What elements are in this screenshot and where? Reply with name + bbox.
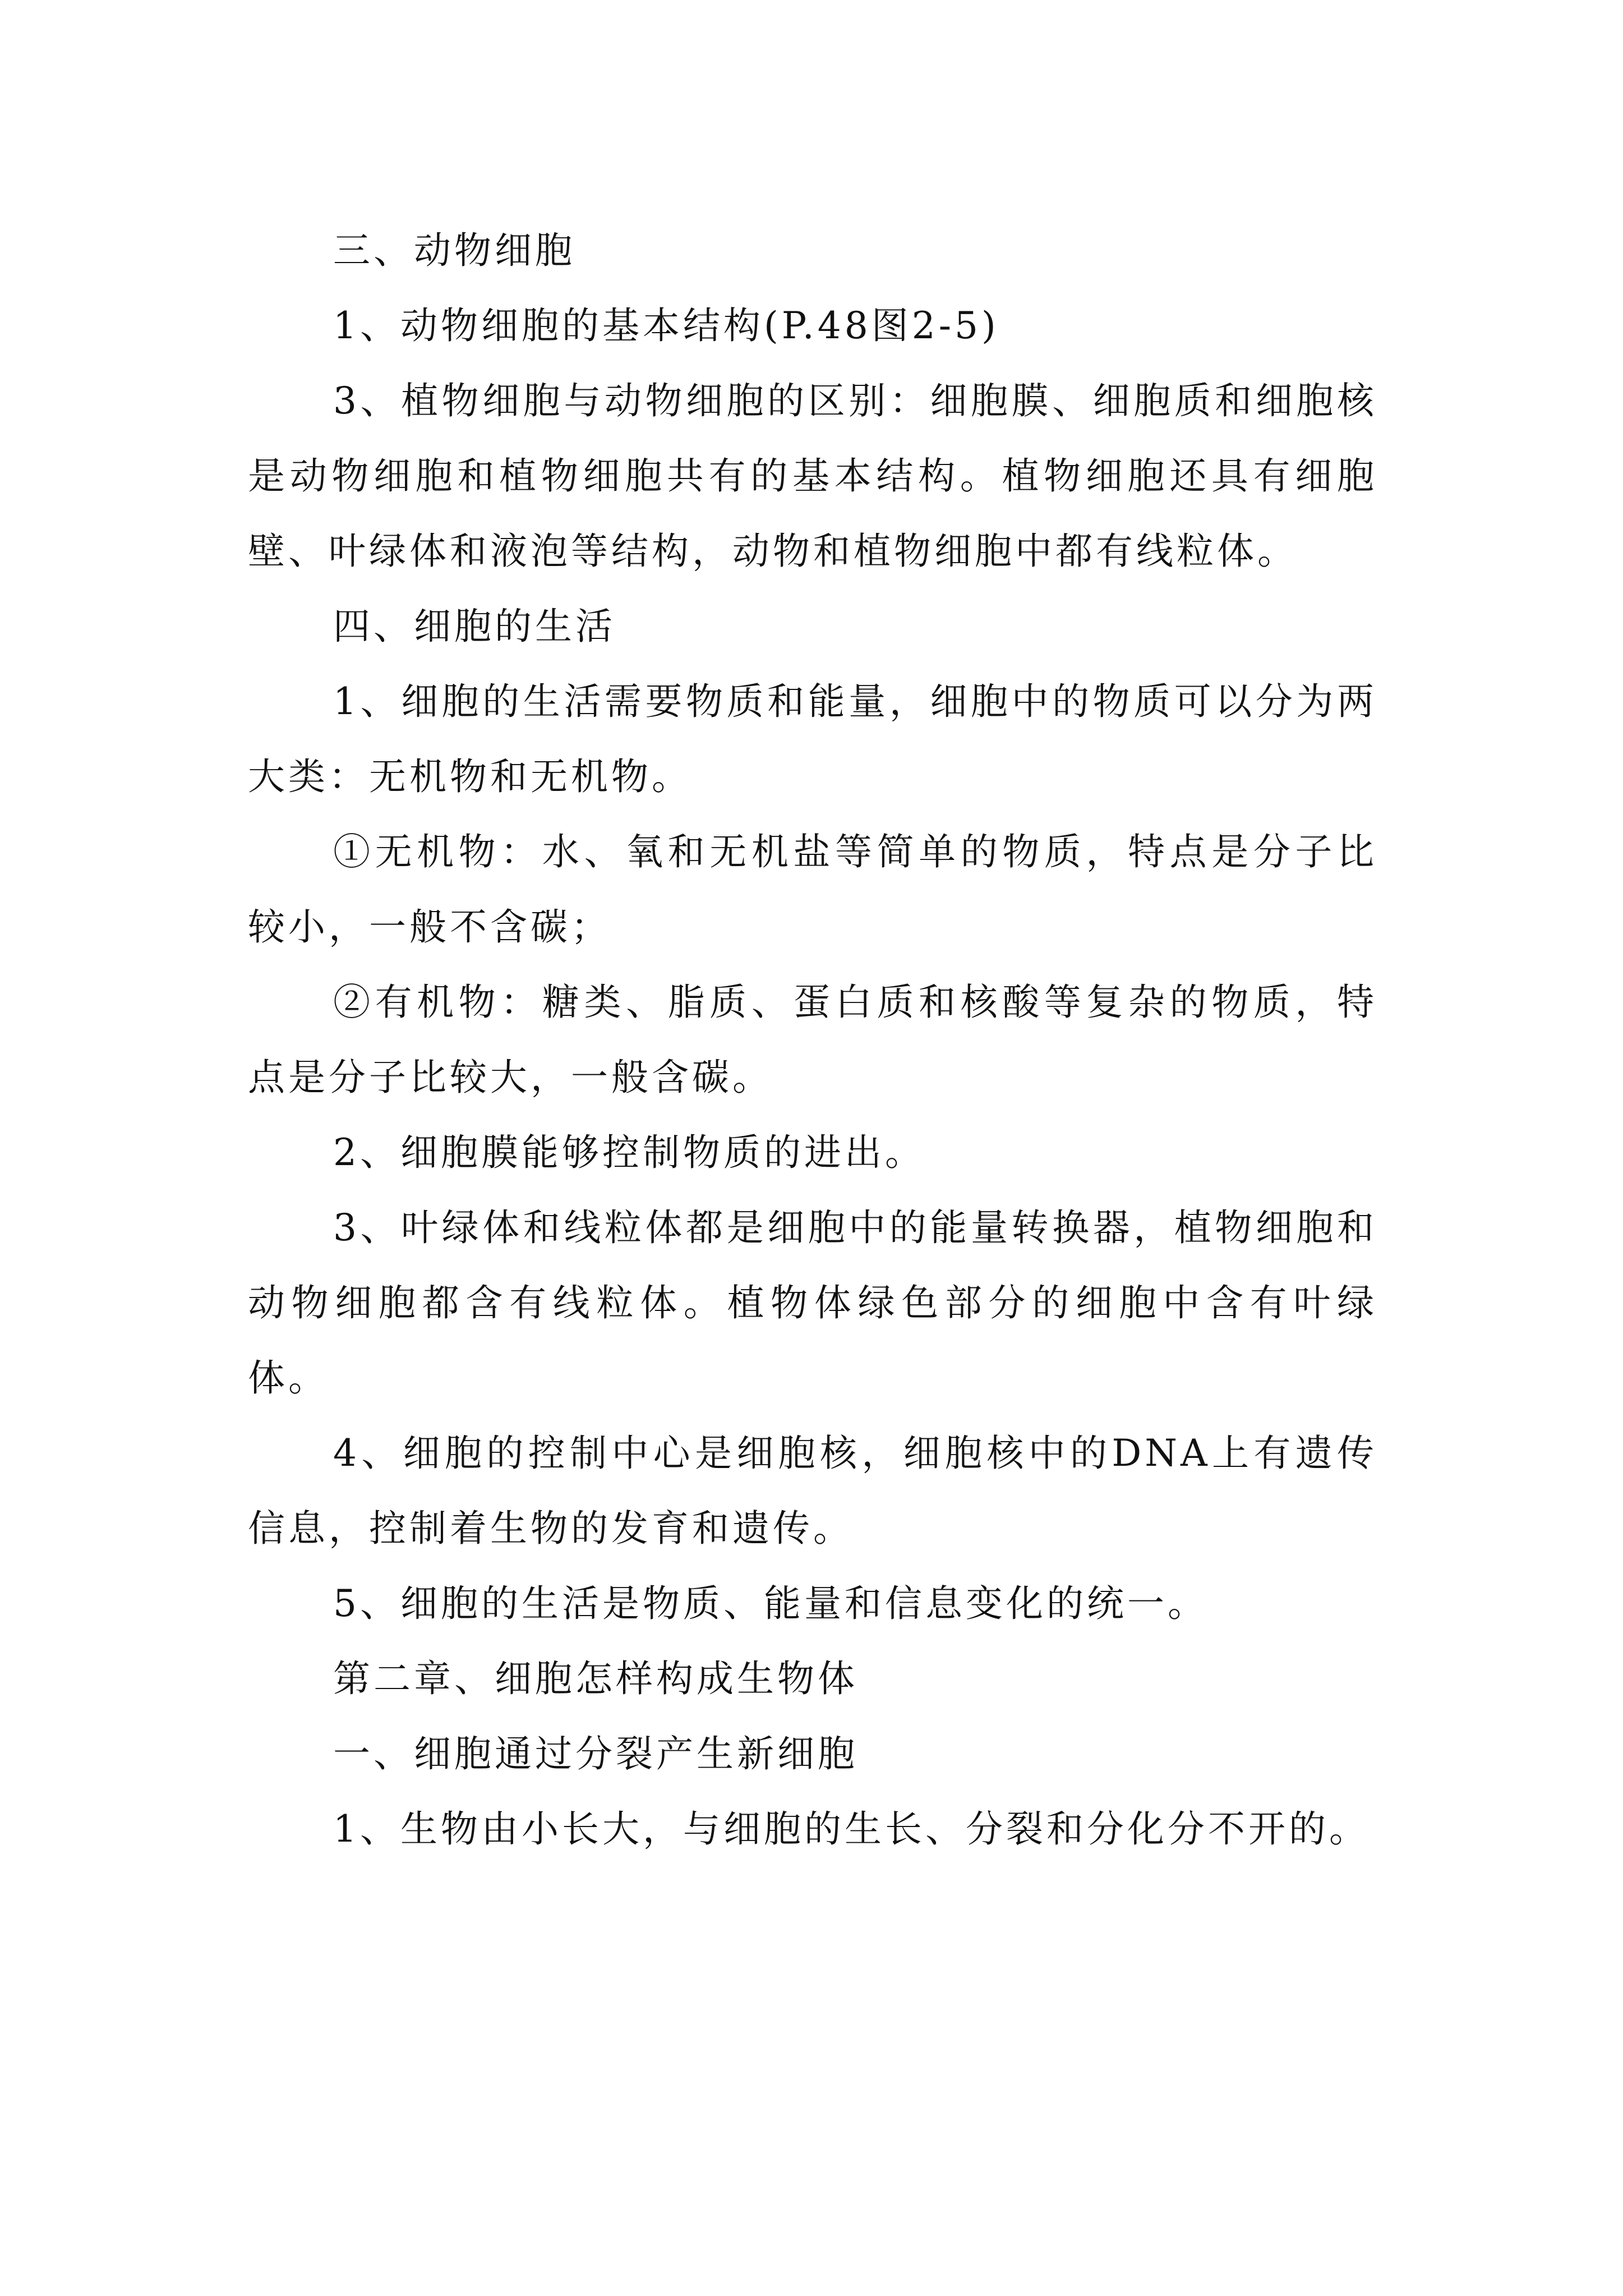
- chapter-heading: 第二章、细胞怎样构成生物体: [333, 1657, 858, 1700]
- paragraph-growth: 1、生物由小长大，与细胞的生长、分裂和分化分不开的。: [333, 1807, 1370, 1851]
- paragraph-unity-of-cell-life: 5、细胞的生活是物质、能量和信息变化的统一。: [333, 1582, 1208, 1625]
- section-heading-animal-cell: 三、动物细胞: [333, 229, 575, 272]
- section-heading-cell-life: 四、细胞的生活: [333, 605, 616, 648]
- section-heading-cell-division: 一、细胞通过分裂产生新细胞: [333, 1732, 858, 1775]
- paragraph-plant-animal-difference: 3、植物细胞与动物细胞的区别：细胞膜、细胞质和细胞核是动物细胞和植物细胞共有的基本结构。植物细胞还具有细胞壁、叶绿体和液泡等结构，动物和植物细胞中都有线粒体。: [248, 379, 1377, 573]
- paragraph-inorganic-matter: ①无机物：水、氧和无机盐等简单的物质，特点是分子比较小，一般不含碳；: [248, 830, 1377, 949]
- paragraph-animal-cell-structure: 1、动物细胞的基本结构(P.48图2-5): [333, 304, 999, 347]
- document-body: [248, 213, 1377, 1867]
- paragraph-energy-converters: 3、叶绿体和线粒体都是细胞中的能量转换器，植物细胞和动物细胞都含有线粒体。植物体绿色部分的细胞中含有叶绿体。: [248, 1206, 1377, 1400]
- paragraph-control-center: 4、细胞的控制中心是细胞核，细胞核中的DNA上有遗传信息，控制着生物的发育和遗传。: [248, 1432, 1377, 1550]
- paragraph-organic-matter: ②有机物：糖类、脂质、蛋白质和核酸等复杂的物质，特点是分子比较大，一般含碳。: [248, 981, 1377, 1099]
- paragraph-cell-membrane: 2、细胞膜能够控制物质的进出。: [333, 1131, 925, 1174]
- paragraph-matter-and-energy: 1、细胞的生活需要物质和能量，细胞中的物质可以分为两大类：无机物和无机物。: [248, 680, 1377, 798]
